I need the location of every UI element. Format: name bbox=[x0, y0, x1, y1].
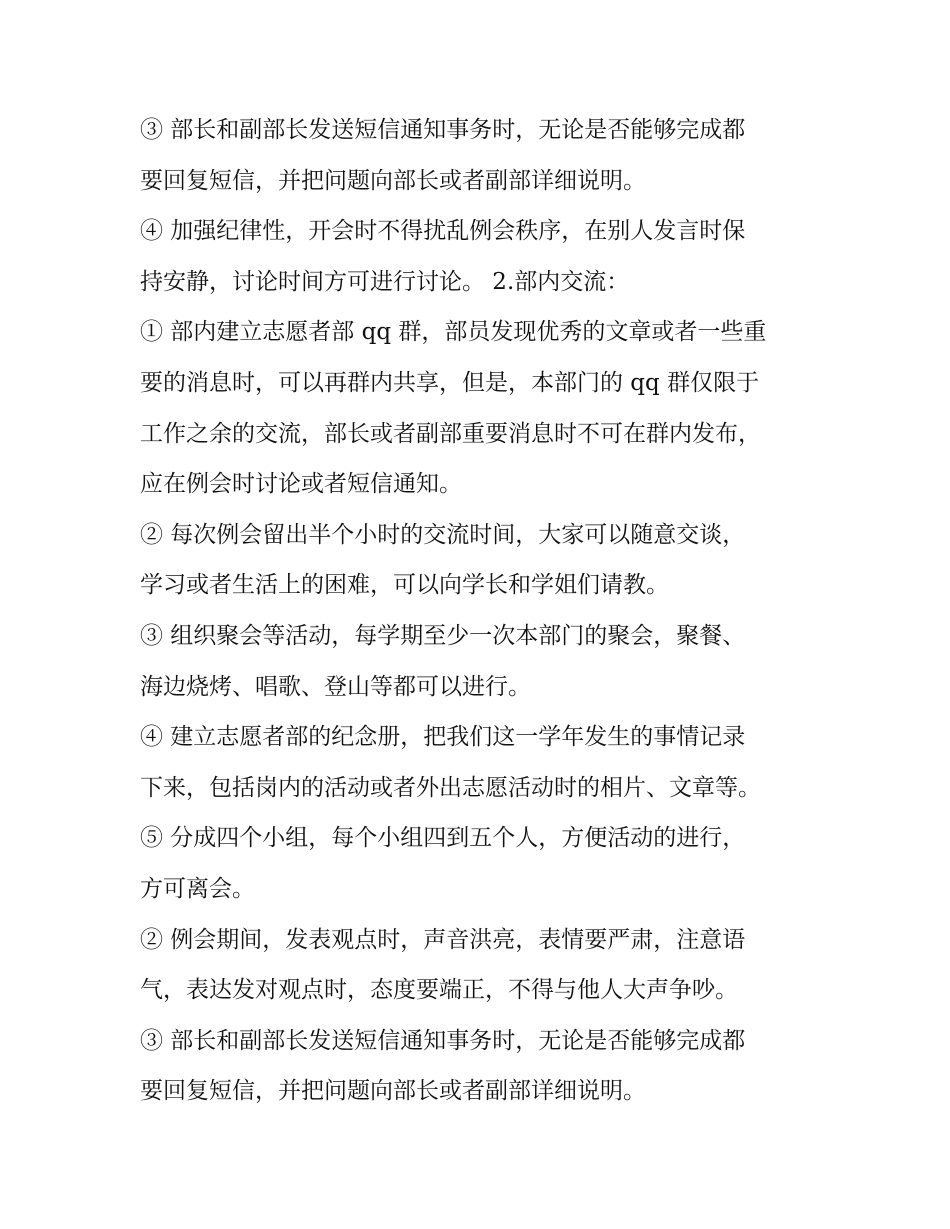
text-line: ③ 组织聚会等活动，每学期至少一次本部门的聚会，聚餐、 bbox=[140, 622, 746, 649]
text-line: ⑤ 分成四个小组，每个小组四到五个人，方便活动的进行， bbox=[140, 825, 746, 852]
text-line: 海边烧烤、唱歌、登山等都可以进行。 bbox=[140, 673, 531, 700]
text-line: ② 每次例会留出半个小时的交流时间，大家可以随意交谈， bbox=[140, 521, 746, 548]
text-line: 要回复短信，并把问题向部长或者副部详细说明。 bbox=[140, 167, 646, 194]
text-line: 要回复短信，并把问题向部长或者副部详细说明。 bbox=[140, 1078, 646, 1105]
text-line: 持安静，讨论时间方可进行讨论。 2.部内交流： bbox=[140, 268, 630, 295]
text-line: 下来，包括岗内的活动或者外出志愿活动时的相片、文章等。 bbox=[140, 774, 761, 801]
text-line: ③ 部长和副部长发送短信通知事务时，无论是否能够完成都 bbox=[140, 1027, 746, 1054]
text-line: 应在例会时讨论或者短信通知。 bbox=[140, 471, 462, 498]
text-line: ① 部内建立志愿者部 qq 群，部员发现优秀的文章或者一些重 bbox=[140, 319, 767, 346]
text-line: 气，表达发对观点时，态度要端正，不得与他人大声争吵。 bbox=[140, 977, 738, 1004]
document-body bbox=[140, 105, 820, 1117]
text-line: ④ 建立志愿者部的纪念册，把我们这一学年发生的事情记录 bbox=[140, 724, 746, 751]
text-line: 学习或者生活上的困难，可以向学长和学姐们请教。 bbox=[140, 572, 669, 599]
text-line: ④ 加强纪律性，开会时不得扰乱例会秩序，在别人发言时保 bbox=[140, 218, 746, 245]
text-line: 方可离会。 bbox=[140, 875, 255, 902]
text-line: ③ 部长和副部长发送短信通知事务时，无论是否能够完成都 bbox=[140, 117, 746, 143]
text-line: ② 例会期间，发表观点时，声音洪亮，表情要严肃，注意语 bbox=[140, 926, 746, 953]
text-line: 要的消息时，可以再群内共享，但是，本部门的 qq 群仅限于 bbox=[140, 369, 760, 396]
text-line: 工作之余的交流，部长或者副部重要消息时不可在群内发布， bbox=[140, 420, 761, 447]
